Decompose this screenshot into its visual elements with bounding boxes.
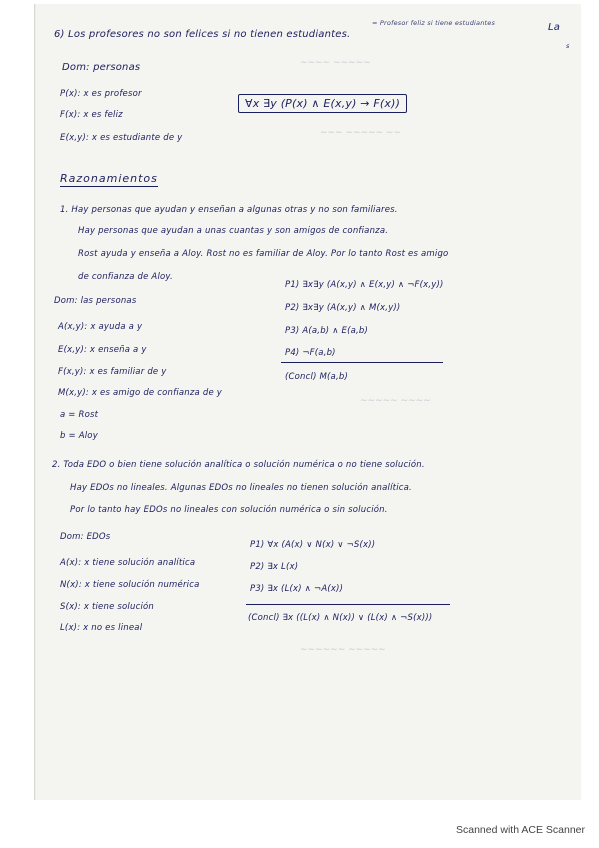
problem1-domain: Dom: las personas	[54, 296, 137, 306]
problem2-premise: P1) ∀x (A(x) ∨ N(x) ∨ ¬S(x))	[250, 540, 376, 550]
problem2-predicate: L(x): x no es lineal	[60, 623, 143, 633]
problem2-statement: Por lo tanto hay EDOs no lineales con solución numérica o sin solución.	[70, 505, 388, 515]
bleed-through-mark: ∼∼∼∼∼∼ ∼∼∼∼∼	[300, 645, 386, 655]
section-title: Razonamientos	[60, 172, 158, 185]
problem1-statement: Rost ayuda y enseña a Aloy. Rost no es familiar de Aloy. Por lo tanto Rost es amigo	[78, 249, 449, 259]
problem2-predicate: N(x): x tiene solución numérica	[60, 580, 200, 590]
scanner-watermark: Scanned with ACE Scanner	[456, 824, 585, 836]
problem2-predicate: S(x): x tiene solución	[60, 602, 154, 612]
exercise6-formula: ∀x ∃y (P(x) ∧ E(x,y) → F(x))	[238, 94, 407, 113]
problem2-premise: P2) ∃x L(x)	[250, 562, 299, 572]
problem1-predicate: M(x,y): x es amigo de confianza de y	[58, 388, 223, 398]
problem1-statement: de confianza de Aloy.	[78, 272, 173, 282]
bleed-through-mark: ∼∼∼∼ ∼∼∼∼∼	[300, 58, 371, 68]
problem1-premise: P4) ¬F(a,b)	[285, 348, 336, 358]
exercise6-domain: Dom: personas	[62, 62, 141, 73]
exercise6-predicate: P(x): x es profesor	[60, 89, 142, 99]
problem2-conclusion: (Concl) ∃x ((L(x) ∧ N(x)) ∨ (L(x) ∧ ¬S(x)))	[248, 613, 433, 623]
problem1-predicate: F(x,y): x es familiar de y	[58, 367, 167, 377]
problem1-predicate: E(x,y): x enseña a y	[58, 345, 147, 355]
bleed-through-mark: ∼∼∼ ∼∼∼∼∼ ∼∼	[320, 128, 402, 138]
problem1-premise: P2) ∃x∃y (A(x,y) ∧ M(x,y))	[285, 303, 401, 313]
problem1-statement: Hay personas que ayudan a unas cuantas y son amigos de confianza.	[78, 226, 389, 236]
problem1-constant: a = Rost	[60, 410, 99, 420]
problem1-inference-line	[281, 362, 443, 363]
problem2-predicate: A(x): x tiene solución analítica	[60, 558, 196, 568]
problem2-statement: 2. Toda EDO o bien tiene solución analítica o solución numérica o no tiene solución.	[52, 460, 425, 470]
exercise6-side-note: = Profesor feliz si tiene estudiantes	[372, 19, 496, 27]
problem1-premise: P3) A(a,b) ∧ E(a,b)	[285, 326, 369, 336]
problem1-constant: b = Aloy	[60, 431, 98, 441]
problem1-statement: 1. Hay personas que ayudan y enseñan a algunas otras y no son familiares.	[60, 205, 398, 215]
corner-mark: La	[548, 22, 561, 33]
bleed-through-mark: ∼∼∼∼∼ ∼∼∼∼	[360, 396, 431, 406]
exercise6-predicate: F(x): x es feliz	[60, 110, 123, 120]
exercise6-predicate: E(x,y): x es estudiante de y	[60, 133, 183, 143]
notebook-page	[34, 4, 581, 800]
exercise6-heading: 6) Los profesores no son felices si no tienen estudiantes.	[54, 29, 351, 40]
problem2-domain: Dom: EDOs	[60, 532, 111, 542]
problem1-conclusion: (Concl) M(a,b)	[285, 372, 348, 382]
problem1-predicate: A(x,y): x ayuda a y	[58, 322, 143, 332]
corner-mark-small: s	[566, 42, 570, 50]
problem1-premise: P1) ∃x∃y (A(x,y) ∧ E(x,y) ∧ ¬F(x,y))	[285, 280, 444, 290]
problem2-premise: P3) ∃x (L(x) ∧ ¬A(x))	[250, 584, 344, 594]
problem2-statement: Hay EDOs no lineales. Algunas EDOs no lineales no tienen solución analítica.	[70, 483, 412, 493]
problem2-inference-line	[246, 604, 450, 605]
